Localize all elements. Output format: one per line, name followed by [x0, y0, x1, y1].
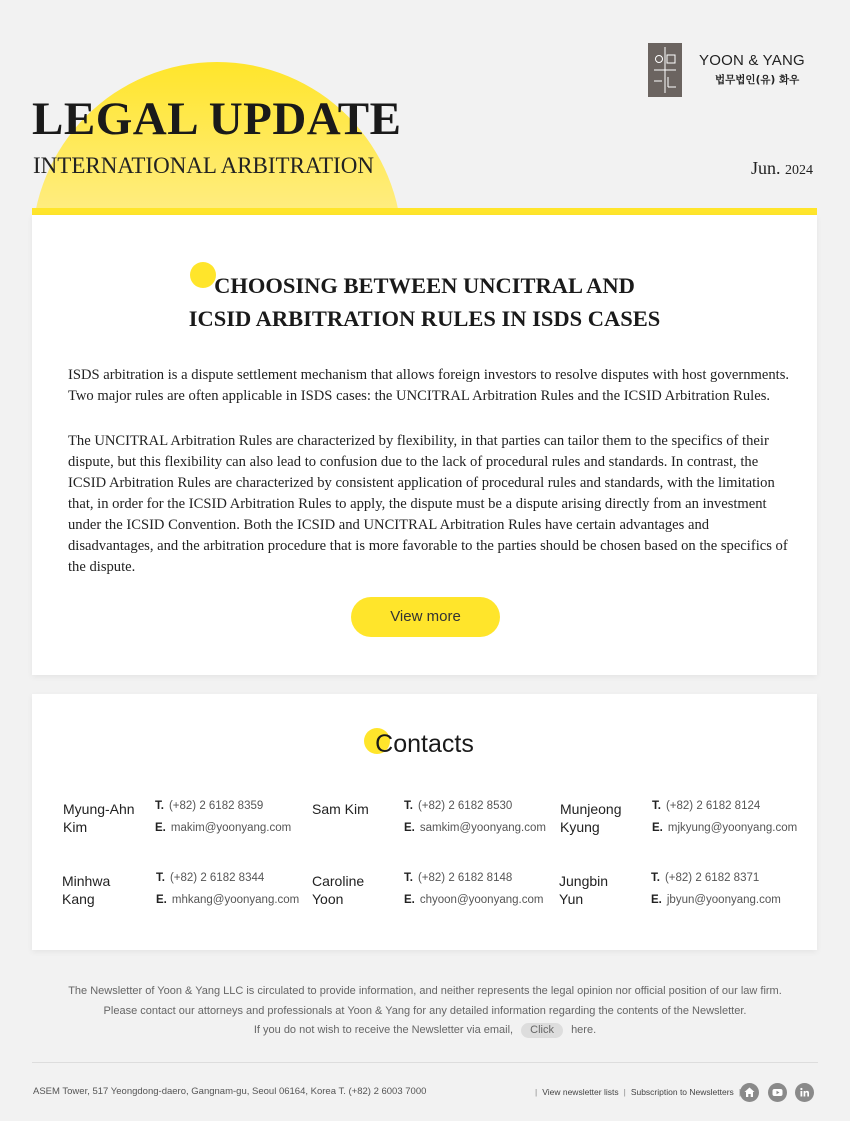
issue-month: Jun. — [750, 158, 781, 178]
contact-name: Caroline Yoon — [312, 873, 365, 907]
contact-phone[interactable]: T. (+82) 2 6182 8148 — [404, 872, 513, 884]
linkedin-icon[interactable] — [795, 1083, 814, 1102]
disclaimer-line-2: Please contact our attorneys and professionals at Yoon & Yang for any detailed information regarding the contents of the Newsletter. — [103, 1004, 747, 1017]
contact-email[interactable]: E. makim@yoonyang.com — [155, 822, 292, 834]
header-divider — [32, 208, 817, 215]
footer-links: | View newsletter lists | Subscription to Newsletters — [535, 1087, 734, 1097]
issue-date — [751, 158, 813, 179]
contact-phone[interactable]: T. (+82) 2 6182 8530 — [404, 800, 513, 812]
brand-name-en: YOON & YANG — [699, 52, 805, 69]
contact-email[interactable]: E. mjkyung@yoonyang.com — [652, 822, 798, 834]
footer-divider — [32, 1062, 818, 1063]
contact-phone[interactable]: T. (+82) 2 6182 8124 — [652, 800, 761, 812]
contacts-card — [32, 694, 817, 950]
contact-name: Minhwa Kang — [62, 873, 111, 907]
article-title — [32, 269, 817, 335]
brand-logo[interactable] — [648, 43, 805, 97]
contact-name: Sam Kim — [312, 801, 369, 817]
contact-email[interactable]: E. jbyun@yoonyang.com — [651, 894, 781, 906]
newsletter-subtitle: INTERNATIONAL ARBITRATION — [33, 153, 374, 178]
disclaimer-line-1: The Newsletter of Yoon & Yang LLC is circulated to provide information, and neither represents the legal opinion nor official position of our law firm. — [68, 985, 782, 997]
contact-phone[interactable]: T. (+82) 2 6182 8344 — [156, 872, 265, 884]
article-paragraph-2: The UNCITRAL Arbitration Rules are characterized by flexibility, in that parties can tailor them to the specifics of their dispute, but this flexibility can also lead to confusion due to the lack of procedural rules and standards. In contrast, the ICSID Arbitration Rules are characterized by consistent application of procedural rules and standards, with the limitation that, in order for the ICSID Arbitration Rules to apply, the dispute must be a dispute arising directly from an investment under the ICSID Convention. Both the ICSID and UNCITRAL Arbitration Rules have certain advantages and disadvantages, and the arbitration procedure that is more favorable to the parties should be chosen based on the specifics of the dispute. — [68, 433, 788, 575]
article-card — [32, 215, 817, 675]
contact-phone[interactable]: T. (+82) 2 6182 8371 — [651, 872, 760, 884]
newsletter-title: LEGAL UPDATE — [32, 93, 402, 145]
contact-email[interactable]: E. mhkang@yoonyang.com — [156, 894, 300, 906]
yoon-yang-logo-icon — [648, 43, 682, 97]
contact-name: Jungbin Yun — [559, 873, 609, 907]
disclaimer — [0, 982, 850, 1041]
article-paragraph-1: ISDS arbitration is a dispute settlement mechanism that allows foreign investors to resolve disputes with host governments. Two major rules are often applicable in ISDS cases: the UNCITRAL Arbitration Rules and the ICSID Arbitration Rules. — [68, 367, 790, 404]
article-title-line1: CHOOSING BETWEEN UNCITRAL AND — [214, 273, 635, 298]
youtube-icon[interactable] — [768, 1083, 787, 1102]
contact-name: Myung-Ahn Kim — [63, 801, 135, 835]
brand-name-ko: 법무법인(유) 화우 — [715, 74, 800, 86]
home-icon[interactable] — [740, 1083, 759, 1102]
view-newsletter-lists-link[interactable]: View newsletter lists — [542, 1087, 619, 1097]
subscription-link[interactable]: Subscription to Newsletters — [630, 1087, 734, 1097]
disclaimer-line-3: If you do not wish to receive the Newsletter via email, Click here. — [253, 1024, 597, 1036]
issue-year: 2024 — [785, 163, 813, 178]
contacts-title: Contacts — [375, 730, 474, 758]
contact-phone[interactable]: T. (+82) 2 6182 8359 — [155, 800, 264, 812]
footer-address: ASEM Tower, 517 Yeongdong-daero, Gangnam-gu, Seoul 06164, Korea T. (+82) 2 6003 7000 — [33, 1086, 427, 1097]
article-title-line2: ICSID ARBITRATION RULES IN ISDS CASES — [188, 306, 661, 331]
view-more-button[interactable]: View more — [351, 597, 500, 637]
contact-email[interactable]: E. samkim@yoonyang.com — [404, 822, 546, 834]
contact-name: Munjeong Kyung — [560, 801, 622, 835]
unsubscribe-click-button[interactable]: Click — [521, 1023, 563, 1038]
contact-email[interactable]: E. chyoon@yoonyang.com — [404, 894, 544, 906]
